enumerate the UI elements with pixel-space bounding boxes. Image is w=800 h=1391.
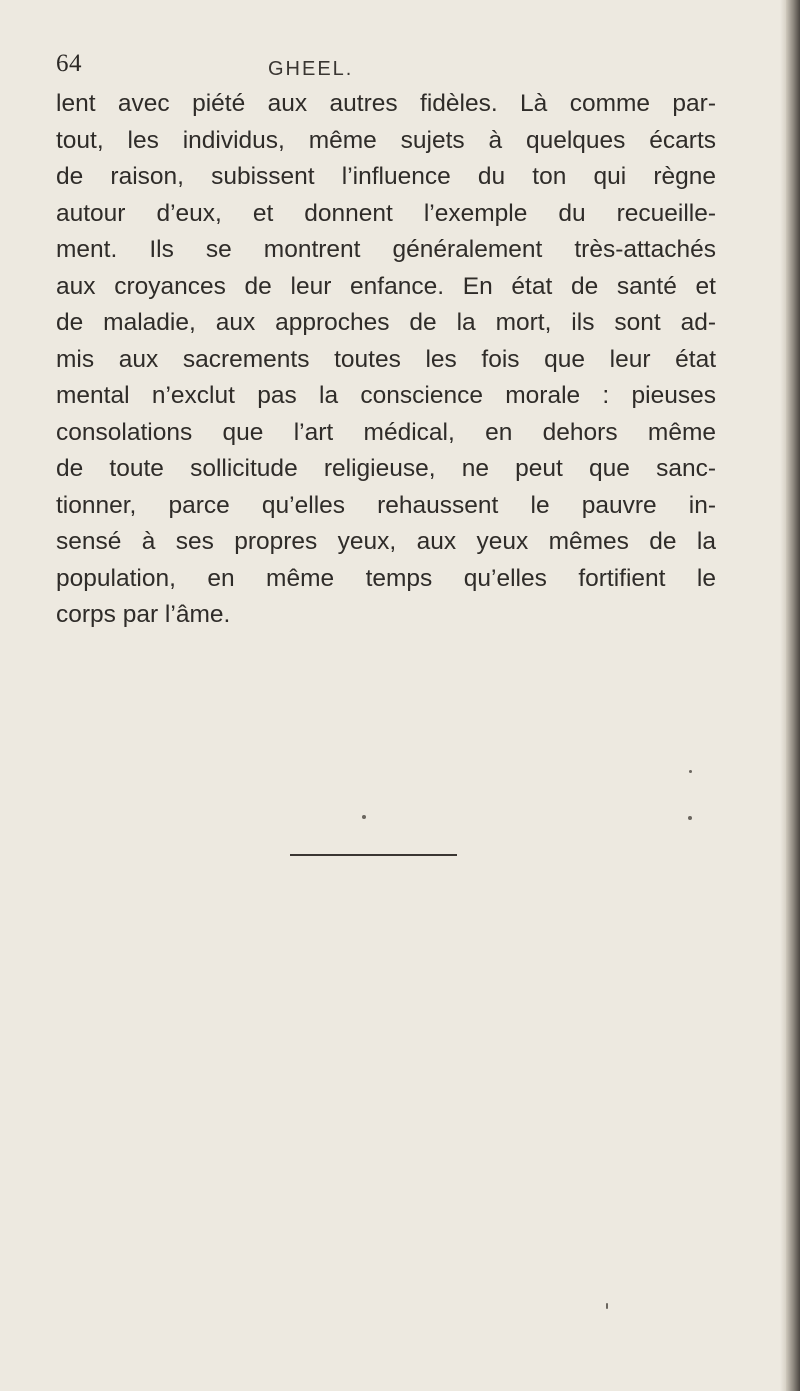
text-line: aux croyances de leur enfance. En état de santé et: [56, 272, 716, 300]
text-line: lent avec piété aux autres fidèles. Là comme par-: [56, 90, 716, 117]
running-head: GHEEL.: [268, 58, 354, 80]
end-rule-divider: [290, 854, 457, 856]
text-line: de maladie, aux approches de la mort, ils sont ad-: [56, 309, 716, 336]
text-line: corps par l’âme.: [56, 601, 231, 628]
ink-speck: [688, 816, 692, 820]
text-line: autour d’eux, et donnent l’exemple du recueille-: [56, 199, 716, 227]
text-line: tout, les individus, même sujets à quelques écarts: [56, 126, 716, 154]
text-line: ment. Ils se montrent généralement très-attachés: [56, 236, 716, 263]
ink-speck: [689, 770, 692, 773]
text-line: mental n’exclut pas la conscience morale : pieuses: [56, 382, 716, 409]
text-line: mis aux sacrements toutes les fois que leur état: [56, 345, 716, 373]
body-paragraph: [56, 86, 716, 634]
page-gutter-shadow: [786, 0, 800, 1391]
ink-speck: [606, 1303, 608, 1309]
text-line: population, en même temps qu’elles fortifient le: [56, 564, 716, 592]
text-line: de toute sollicitude religieuse, ne peut que sanc-: [56, 455, 716, 482]
text-line: consolations que l’art médical, en dehors même: [56, 418, 716, 446]
ink-speck: [362, 815, 366, 819]
page-number: 64: [56, 50, 82, 77]
text-line: de raison, subissent l’influence du ton qui règne: [56, 163, 716, 190]
text-line: sensé à ses propres yeux, aux yeux mêmes de la: [56, 528, 716, 555]
text-line: tionner, parce qu’elles rehaussent le pauvre in-: [56, 491, 716, 519]
